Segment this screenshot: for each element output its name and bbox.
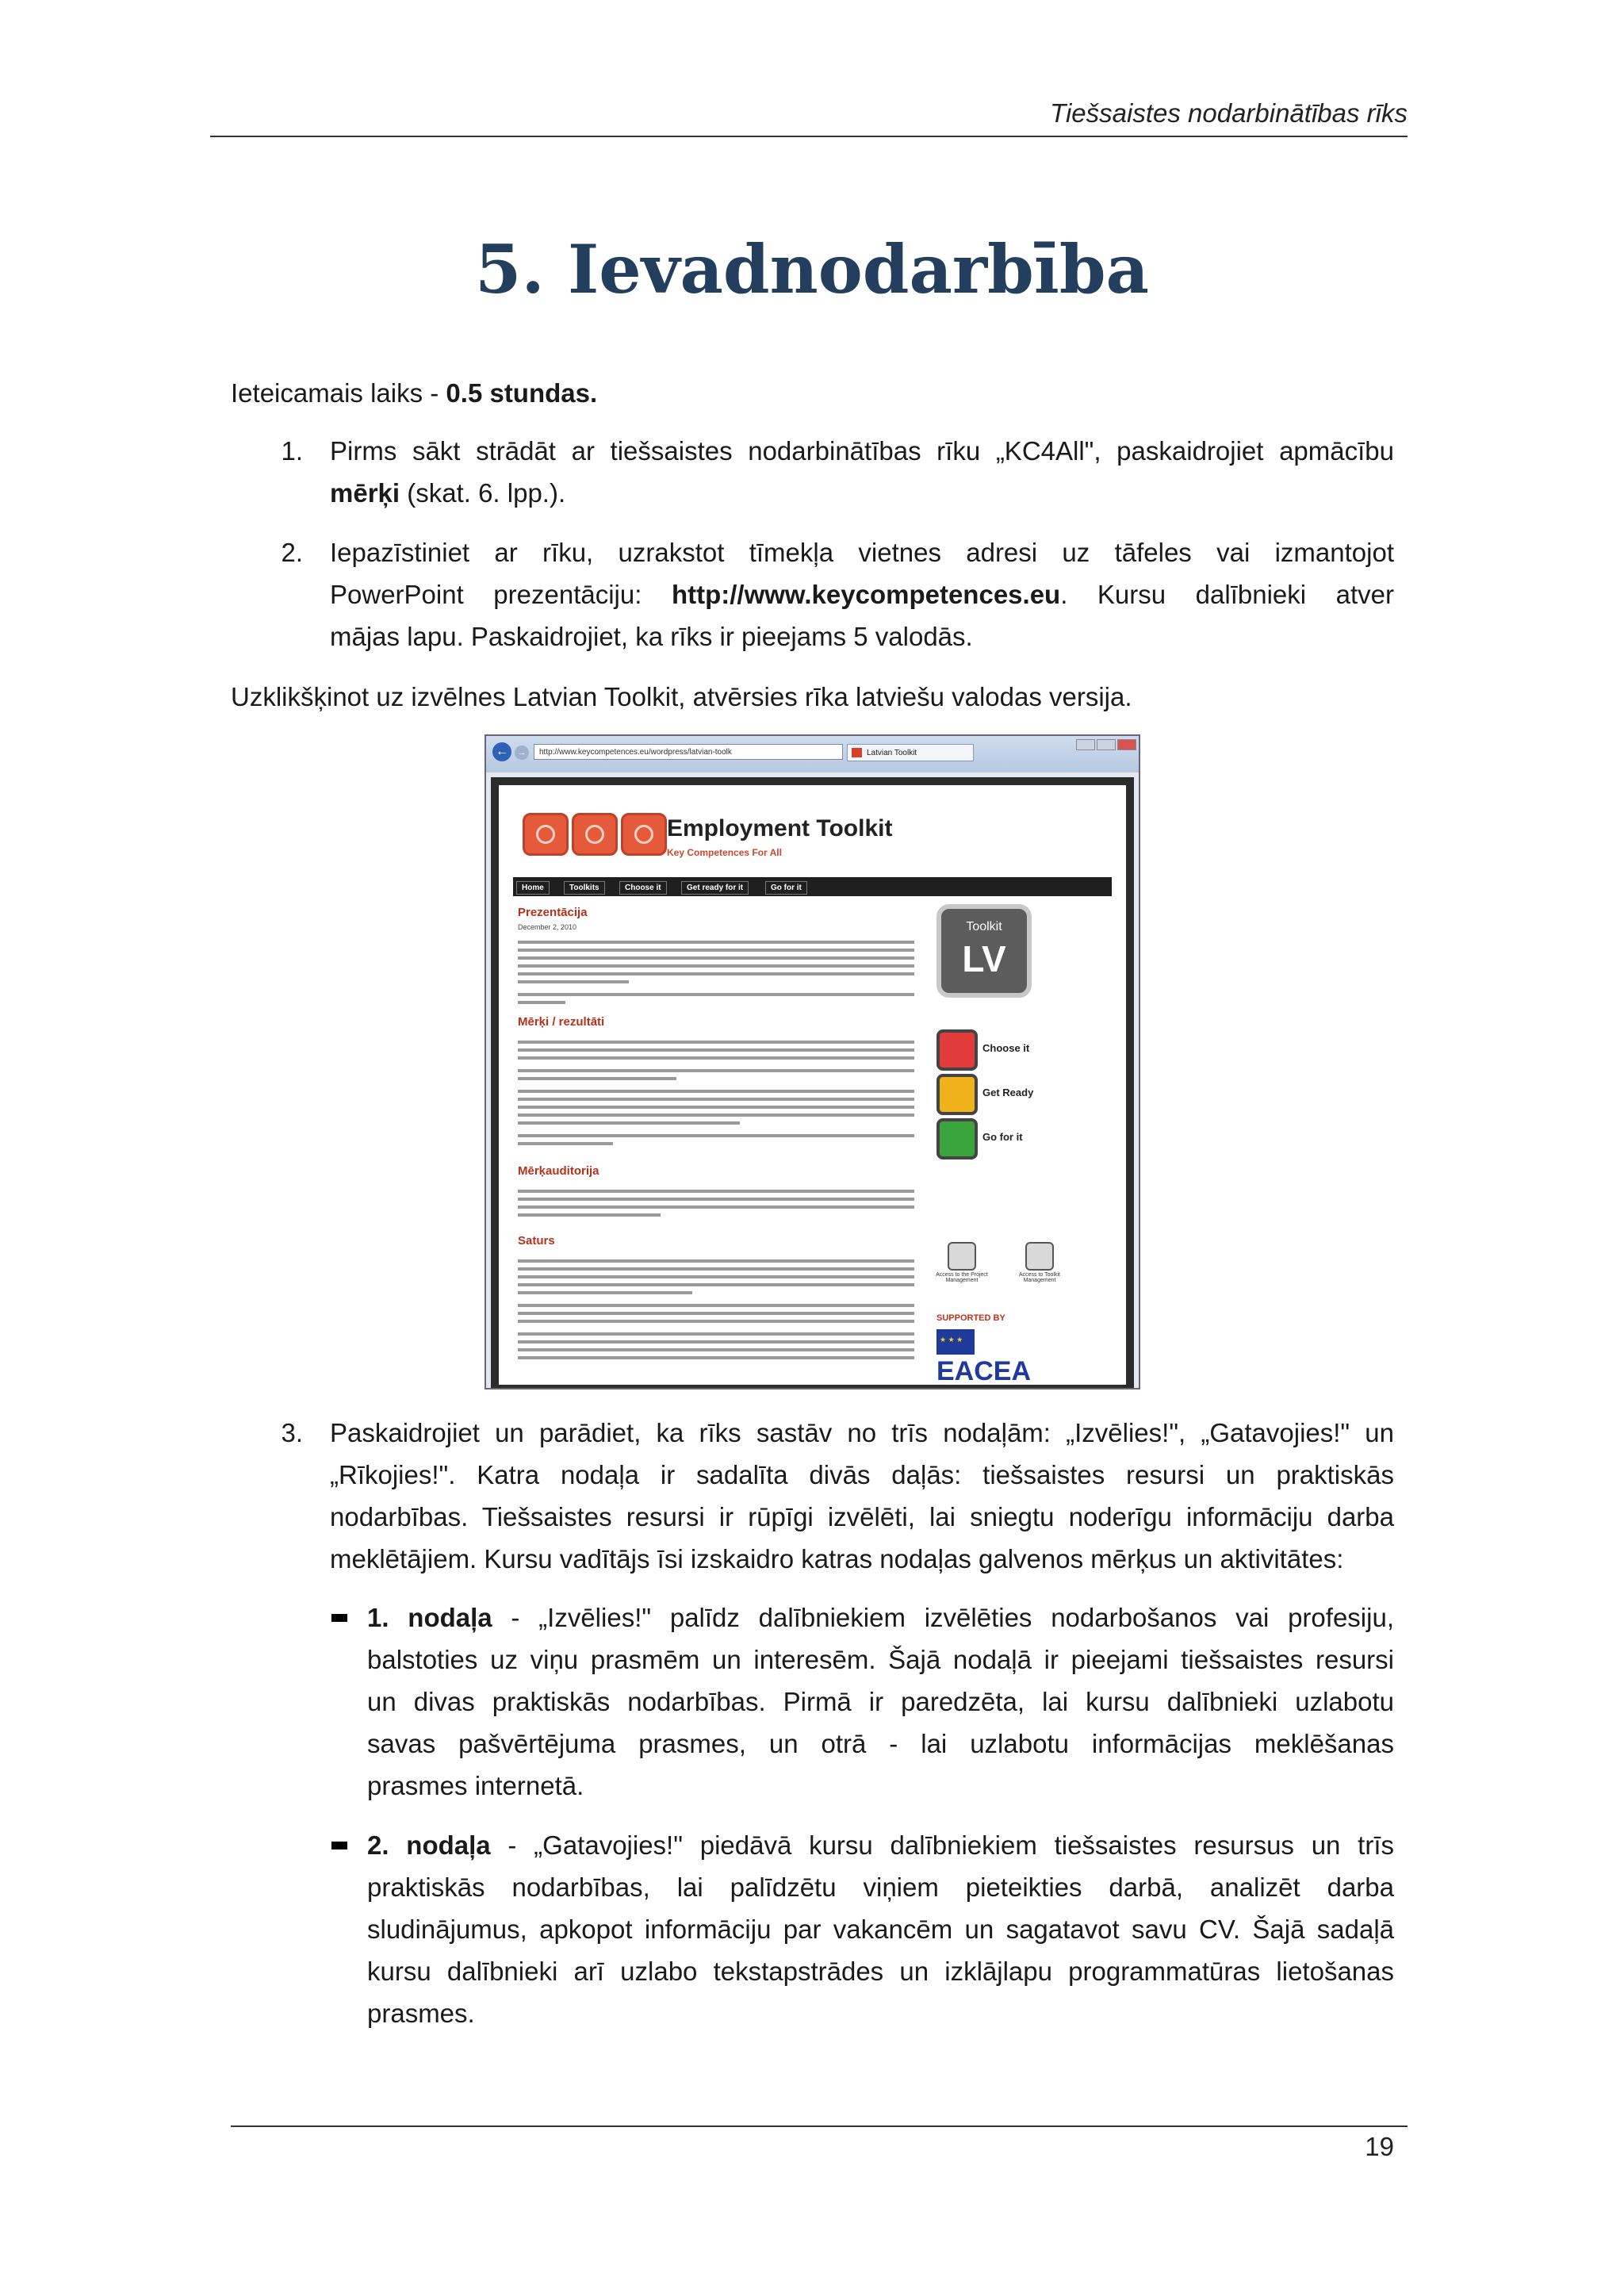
section-heading: Prezentācija [518,906,588,919]
small-link: Access to Toolkit Management [1018,1272,1060,1283]
step-1-bold: mērķi [330,478,400,508]
bullet-line: balstoties uz viņu prasmēm un interesēm. Šajā nodaļā ir pieejami tiešsaistes resursi [367,1645,1394,1674]
side-link-go: Go for it [982,1131,1023,1143]
toolkit-badge-label: Toolkit [966,920,1002,933]
recommended-time [231,372,1396,414]
text-line [518,1340,914,1343]
text-line [518,1267,914,1271]
text-line [518,1275,914,1278]
toolkit-screenshot [485,734,1140,1389]
text-line [518,1332,914,1336]
bullet-title: 2. nodaļa [367,1830,491,1860]
address-bar: http://www.keycompetences.eu/wordpress/latvian-toolk [534,744,843,760]
runner-icon [1025,1242,1054,1271]
checkmark-heart-icon [936,1029,978,1071]
nav-toolkits: Toolkits [564,881,605,895]
section-heading: Mērķauditorija [518,1164,599,1178]
eu-flag-icon [936,1329,975,1355]
text-line [518,1098,914,1101]
supported-by: SUPPORTED BY [936,1313,1005,1323]
bullet-line: sludinājumus, apkopot informāciju par vakancēm un sagatavot savu CV. Šajā sadaļā [367,1915,1394,1944]
footer-rule [231,2125,1408,2127]
bullet-title: 1. nodaļa [367,1603,492,1632]
text-line [518,1348,914,1351]
logo-icon [621,813,667,856]
text-line [518,1213,661,1217]
text-line [518,993,914,996]
step-1-line-2 [330,472,1394,514]
maximize-icon [1097,739,1116,750]
text-line [518,1205,914,1209]
text-line [518,1356,914,1359]
bullet-item [367,1824,1394,2034]
text-line [518,941,914,944]
step-2-text: PowerPoint prezentāciju: [330,580,672,609]
bullet-line [367,1824,1394,1866]
step-2-line: Iepazīstiniet ar rīku, uzrakstot tīmekļa vietnes adresi uz tāfeles vai izmantojot [330,538,1394,567]
side-link-ready: Get Ready [982,1087,1034,1098]
site-subtitle: Key Competences For All [667,847,782,858]
puzzle-icon [936,1074,978,1115]
text-line [518,1041,914,1044]
text-line [518,1259,914,1263]
nav-home: Home [516,881,550,895]
toolkit-lv-badge [936,904,1032,998]
step-3-line: meklētājiem. Kursu vadītājs īsi izskaidro katras nodaļas galvenos mērķus un aktivitātes: [330,1544,1344,1573]
text-line [518,1077,676,1080]
browser-chrome [486,736,1139,772]
step-3-line: „Rīkojies!". Katra nodaļa ir sadalīta divās daļās: tiešsaistes resursi un praktiskās [330,1460,1394,1489]
agency-logo: EACEA [936,1356,1032,1385]
small-link: Access to the Project Management [936,1272,988,1283]
text-line [518,980,629,983]
bullet-line: un divas praktiskās nodarbības. Pirmā ir paredzēta, lai kursu dalībnieki uzlabotu [367,1687,1394,1716]
text-line [518,1198,914,1201]
step-1-line: Pirms sākt strādāt ar tiešsaistes nodarbinātības rīku „KC4All", paskaidrojiet apmācību [330,436,1394,466]
text-line [518,1056,914,1060]
running-header: Tiešsaistes nodarbinātības rīks [1050,98,1408,128]
step-number: 2. [281,538,303,567]
text-line [518,1190,914,1193]
text-line [518,1114,914,1117]
step-number: 3. [281,1418,303,1447]
bullet-text: - „Izvēlies!" palīdz dalībniekiem izvēlēties nodarbošanos vai profesiju, [492,1603,1394,1632]
site-url-link[interactable]: http://www.keycompetences.eu [671,580,1061,609]
bullet-square-icon [331,1614,347,1622]
step-3-line: nodarbības. Tiešsaistes resursi ir rūpīgi izvēlēti, lai sniegtu noderīgu informāciju darba [330,1502,1394,1531]
bullet-text: - „Gatavojies!" piedāvā kursu dalībniekiem tiešsaistes resursus un trīs [490,1830,1394,1860]
step-2 [330,531,1394,657]
minimize-icon [1076,739,1095,750]
text-line [518,1090,914,1093]
text-line [518,1283,914,1286]
step-2-text: . Kursu dalībnieki atver [1060,580,1394,609]
step-2-line-2 [330,573,1394,615]
text-line [518,1142,613,1145]
site-title: Employment Toolkit [667,815,893,841]
back-arrow-icon: ← [492,742,511,761]
site-nav [513,877,1112,896]
step-1-rest: (skat. 6. lpp.). [400,478,566,508]
step-1 [330,430,1394,514]
header-rule [210,136,1408,137]
bullet-line [367,1596,1394,1639]
section-heading: Mērķi / rezultāti [518,1015,605,1029]
recommended-time-value: 0.5 stundas. [446,378,598,408]
step-3 [330,1412,1394,1580]
nav-go: Go for it [765,881,807,895]
bullet-square-icon [331,1842,347,1849]
bullet-item [367,1596,1394,1807]
bullet-line: savas pašvērtējuma prasmes, un otrā - lai uzlabotu informācijas meklēšanas [367,1729,1394,1758]
nav-choose: Choose it [619,881,667,895]
bullet-line: kursu dalībnieki arī uzlabo tekstapstrādes un izklājlapu programmatūras lietošanas [367,1957,1394,1986]
page-number: 19 [1365,2132,1394,2161]
bullet-line: prasmes. [367,1999,475,2028]
logo-icon [572,813,618,856]
text-line [518,1069,914,1072]
text-line [518,1001,565,1004]
text-line [518,964,914,968]
step-number: 1. [281,436,303,466]
text-line [518,1134,914,1137]
text-line [518,956,914,960]
bullet-line: prasmes internetā. [367,1771,584,1800]
browser-tab: Latvian Toolkit [847,744,974,761]
site-page [499,785,1126,1385]
step-2-line-3: mājas lapu. Paskaidrojiet, ka rīks ir pieejams 5 valodās. [330,622,973,651]
recommended-time-label: Ieteicamais laiks - [231,378,446,408]
text-line [518,949,914,952]
text-line [518,1312,914,1315]
text-line [518,1106,914,1109]
nav-get-ready: Get ready for it [681,881,749,895]
toolkit-note: Uzklikšķinot uz izvēlnes Latvian Toolkit, atvērsies rīka latviešu valodas versija. [231,682,1132,711]
arrow-right-icon [936,1118,978,1159]
project-management-icon [948,1242,976,1271]
post-date: December 2, 2010 [518,923,577,931]
text-line [518,1048,914,1052]
toolkit-badge-code: LV [962,938,1006,979]
chapter-title: 5. Ievadnodarbība [475,230,1149,309]
text-line [518,1291,692,1294]
text-line [518,1121,740,1125]
text-line [518,972,914,976]
bullet-line: praktiskās nodarbības, lai palīdzētu viņiem pieteikties darbā, analizēt darba [367,1872,1394,1902]
logo-icon [523,813,569,856]
step-3-line: Paskaidrojiet un parādiet, ka rīks sastāv no trīs nodaļām: „Izvēlies!", „Gatavojies!" un [330,1418,1394,1447]
tab-favicon-icon [852,748,862,757]
section-heading: Saturs [518,1234,555,1248]
text-line [518,1304,914,1307]
forward-arrow-icon: → [515,746,529,760]
text-line [518,1320,914,1323]
side-link-choose: Choose it [982,1042,1030,1054]
close-icon [1117,739,1136,750]
